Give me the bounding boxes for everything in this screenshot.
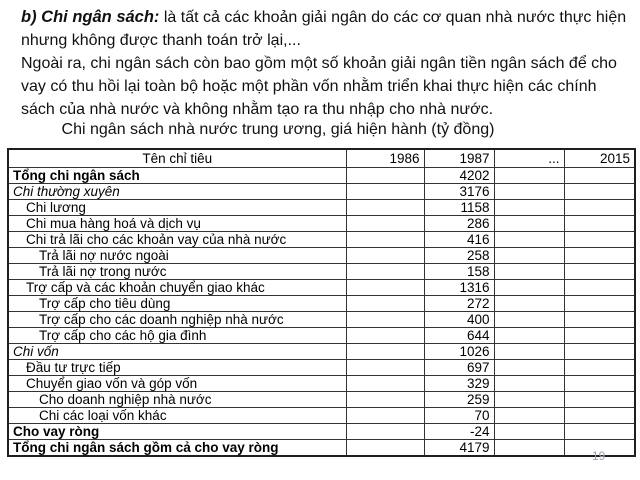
value-cell-ellipsis: [494, 168, 564, 184]
value-cell-ellipsis: [494, 328, 564, 344]
value-cell-ellipsis: [494, 200, 564, 216]
table-row: [8, 328, 635, 344]
table-row: [8, 200, 635, 216]
value-cell-1986: [346, 376, 424, 392]
value-cell-2015: [564, 168, 635, 184]
value-cell-1986: [346, 280, 424, 296]
value-cell-ellipsis: [494, 264, 564, 280]
budget-table: [7, 148, 636, 457]
value-cell-ellipsis: [494, 216, 564, 232]
value-cell-ellipsis: [494, 424, 564, 440]
intro-paragraph: [21, 6, 636, 121]
value-cell-1987: 4202: [424, 168, 494, 184]
table-row: [8, 296, 635, 312]
value-cell-1987: 258: [424, 248, 494, 264]
value-cell-1986: [346, 440, 424, 457]
row-label-cell: Tổng chi ngân sách gồm cả cho vay ròng: [8, 440, 346, 457]
header-cell-1986: 1986: [346, 149, 424, 168]
row-label-cell: Cho vay ròng: [8, 424, 346, 440]
row-label-cell: Chi thường xuyên: [8, 184, 346, 200]
value-cell-1986: [346, 200, 424, 216]
row-label-cell: Trợ cấp và các khoản chuyển giao khác: [8, 280, 346, 296]
intro-line: Ngoài ra, chi ngân sách còn bao gồm một số khoản giải ngân tiền ngân sách để cho: [21, 55, 617, 72]
value-cell-1986: [346, 296, 424, 312]
budget-table-body: [8, 168, 635, 457]
value-cell-1986: [346, 264, 424, 280]
intro-line: [21, 6, 636, 29]
row-label-cell: Trợ cấp cho tiêu dùng: [8, 296, 346, 312]
row-label-cell: Chuyển giao vốn và góp vốn: [8, 376, 346, 392]
value-cell-2015: [564, 280, 635, 296]
intro-line: sách của nhà nước và không nhằm tạo ra thu nhập cho nhà nước.: [21, 101, 494, 118]
value-cell-1987: 329: [424, 376, 494, 392]
table-row: [8, 360, 635, 376]
table-row: [8, 424, 635, 440]
row-label-cell: Chi lương: [8, 200, 346, 216]
header-cell-1987: 1987: [424, 149, 494, 168]
value-cell-1986: [346, 344, 424, 360]
value-cell-1987: -24: [424, 424, 494, 440]
row-label-cell: Chi mua hàng hoá và dịch vụ: [8, 216, 346, 232]
table-row: [8, 312, 635, 328]
value-cell-ellipsis: [494, 344, 564, 360]
table-row: [8, 344, 635, 360]
value-cell-2015: [564, 376, 635, 392]
table-row: [8, 216, 635, 232]
value-cell-1986: [346, 232, 424, 248]
value-cell-2015: [564, 408, 635, 424]
value-cell-1987: 697: [424, 360, 494, 376]
intro-line: vay có thu hồi lại toàn bộ hoặc một phần vốn nhằm triển khai thực hiện các chính: [21, 78, 597, 95]
value-cell-2015: [564, 360, 635, 376]
header-cell-2015: 2015: [564, 149, 635, 168]
table-row: [8, 408, 635, 424]
value-cell-2015: [564, 264, 635, 280]
table-row: [8, 168, 635, 184]
value-cell-ellipsis: [494, 392, 564, 408]
header-cell-name: Tên chỉ tiêu: [8, 149, 346, 168]
value-cell-1987: 286: [424, 216, 494, 232]
row-label-cell: Đầu tư trực tiếp: [8, 360, 346, 376]
value-cell-2015: [564, 232, 635, 248]
value-cell-1987: 3176: [424, 184, 494, 200]
value-cell-1987: 70: [424, 408, 494, 424]
value-cell-1987: 1158: [424, 200, 494, 216]
value-cell-2015: [564, 200, 635, 216]
table-row: [8, 392, 635, 408]
value-cell-ellipsis: [494, 184, 564, 200]
value-cell-1987: 400: [424, 312, 494, 328]
value-cell-1987: 259: [424, 392, 494, 408]
row-label-cell: Chi trả lãi cho các khoản vay của nhà nước: [8, 232, 346, 248]
table-header-row: [8, 149, 635, 168]
value-cell-2015: [564, 328, 635, 344]
value-cell-ellipsis: [494, 360, 564, 376]
value-cell-ellipsis: [494, 376, 564, 392]
value-cell-1987: 416: [424, 232, 494, 248]
header-cell-ellipsis: ...: [494, 149, 564, 168]
value-cell-ellipsis: [494, 248, 564, 264]
value-cell-ellipsis: [494, 280, 564, 296]
value-cell-ellipsis: [494, 296, 564, 312]
value-cell-1987: 4179: [424, 440, 494, 457]
value-cell-2015: [564, 296, 635, 312]
value-cell-2015: [564, 424, 635, 440]
value-cell-1986: [346, 216, 424, 232]
value-cell-1987: 644: [424, 328, 494, 344]
table-row: [8, 232, 635, 248]
table-title: Chi ngân sách nhà nước trung ương, giá hiện hành (tỷ đồng): [61, 121, 495, 138]
value-cell-1986: [346, 328, 424, 344]
intro-lead-heading: b) Chi ngân sách:: [21, 8, 160, 26]
table-row: [8, 248, 635, 264]
value-cell-1986: [346, 184, 424, 200]
intro-line-text: là tất cả các khoản giải ngân do các cơ quan nhà nước thực hiện: [159, 9, 627, 26]
intro-line: nhưng không được thanh toán trở lại,...: [21, 32, 301, 49]
slide-number: 19: [592, 449, 606, 463]
value-cell-1986: [346, 312, 424, 328]
value-cell-ellipsis: [494, 408, 564, 424]
value-cell-2015: [564, 184, 635, 200]
value-cell-ellipsis: [494, 312, 564, 328]
value-cell-2015: [564, 392, 635, 408]
value-cell-2015: [564, 248, 635, 264]
value-cell-1986: [346, 408, 424, 424]
row-label-cell: Trả lãi nợ nước ngoài: [8, 248, 346, 264]
value-cell-1986: [346, 168, 424, 184]
table-row: [8, 280, 635, 296]
row-label-cell: Trợ cấp cho các doanh nghiệp nhà nước: [8, 312, 346, 328]
value-cell-ellipsis: [494, 440, 564, 457]
row-label-cell: Trợ cấp cho các hộ gia đình: [8, 328, 346, 344]
value-cell-1986: [346, 360, 424, 376]
value-cell-1987: 1026: [424, 344, 494, 360]
row-label-cell: Cho doanh nghiệp nhà nước: [8, 392, 346, 408]
row-label-cell: Tổng chi ngân sách: [8, 168, 346, 184]
table-row: [8, 440, 635, 457]
value-cell-2015: [564, 344, 635, 360]
value-cell-1987: 1316: [424, 280, 494, 296]
value-cell-2015: [564, 216, 635, 232]
value-cell-ellipsis: [494, 232, 564, 248]
row-label-cell: Trả lãi nợ trong nước: [8, 264, 346, 280]
value-cell-1987: 158: [424, 264, 494, 280]
row-label-cell: Chi vốn: [8, 344, 346, 360]
value-cell-2015: [564, 312, 635, 328]
table-row: [8, 184, 635, 200]
table-row: [8, 376, 635, 392]
value-cell-1986: [346, 392, 424, 408]
value-cell-1987: 272: [424, 296, 494, 312]
table-row: [8, 264, 635, 280]
value-cell-1986: [346, 248, 424, 264]
row-label-cell: Chi các loại vốn khác: [8, 408, 346, 424]
value-cell-1986: [346, 424, 424, 440]
